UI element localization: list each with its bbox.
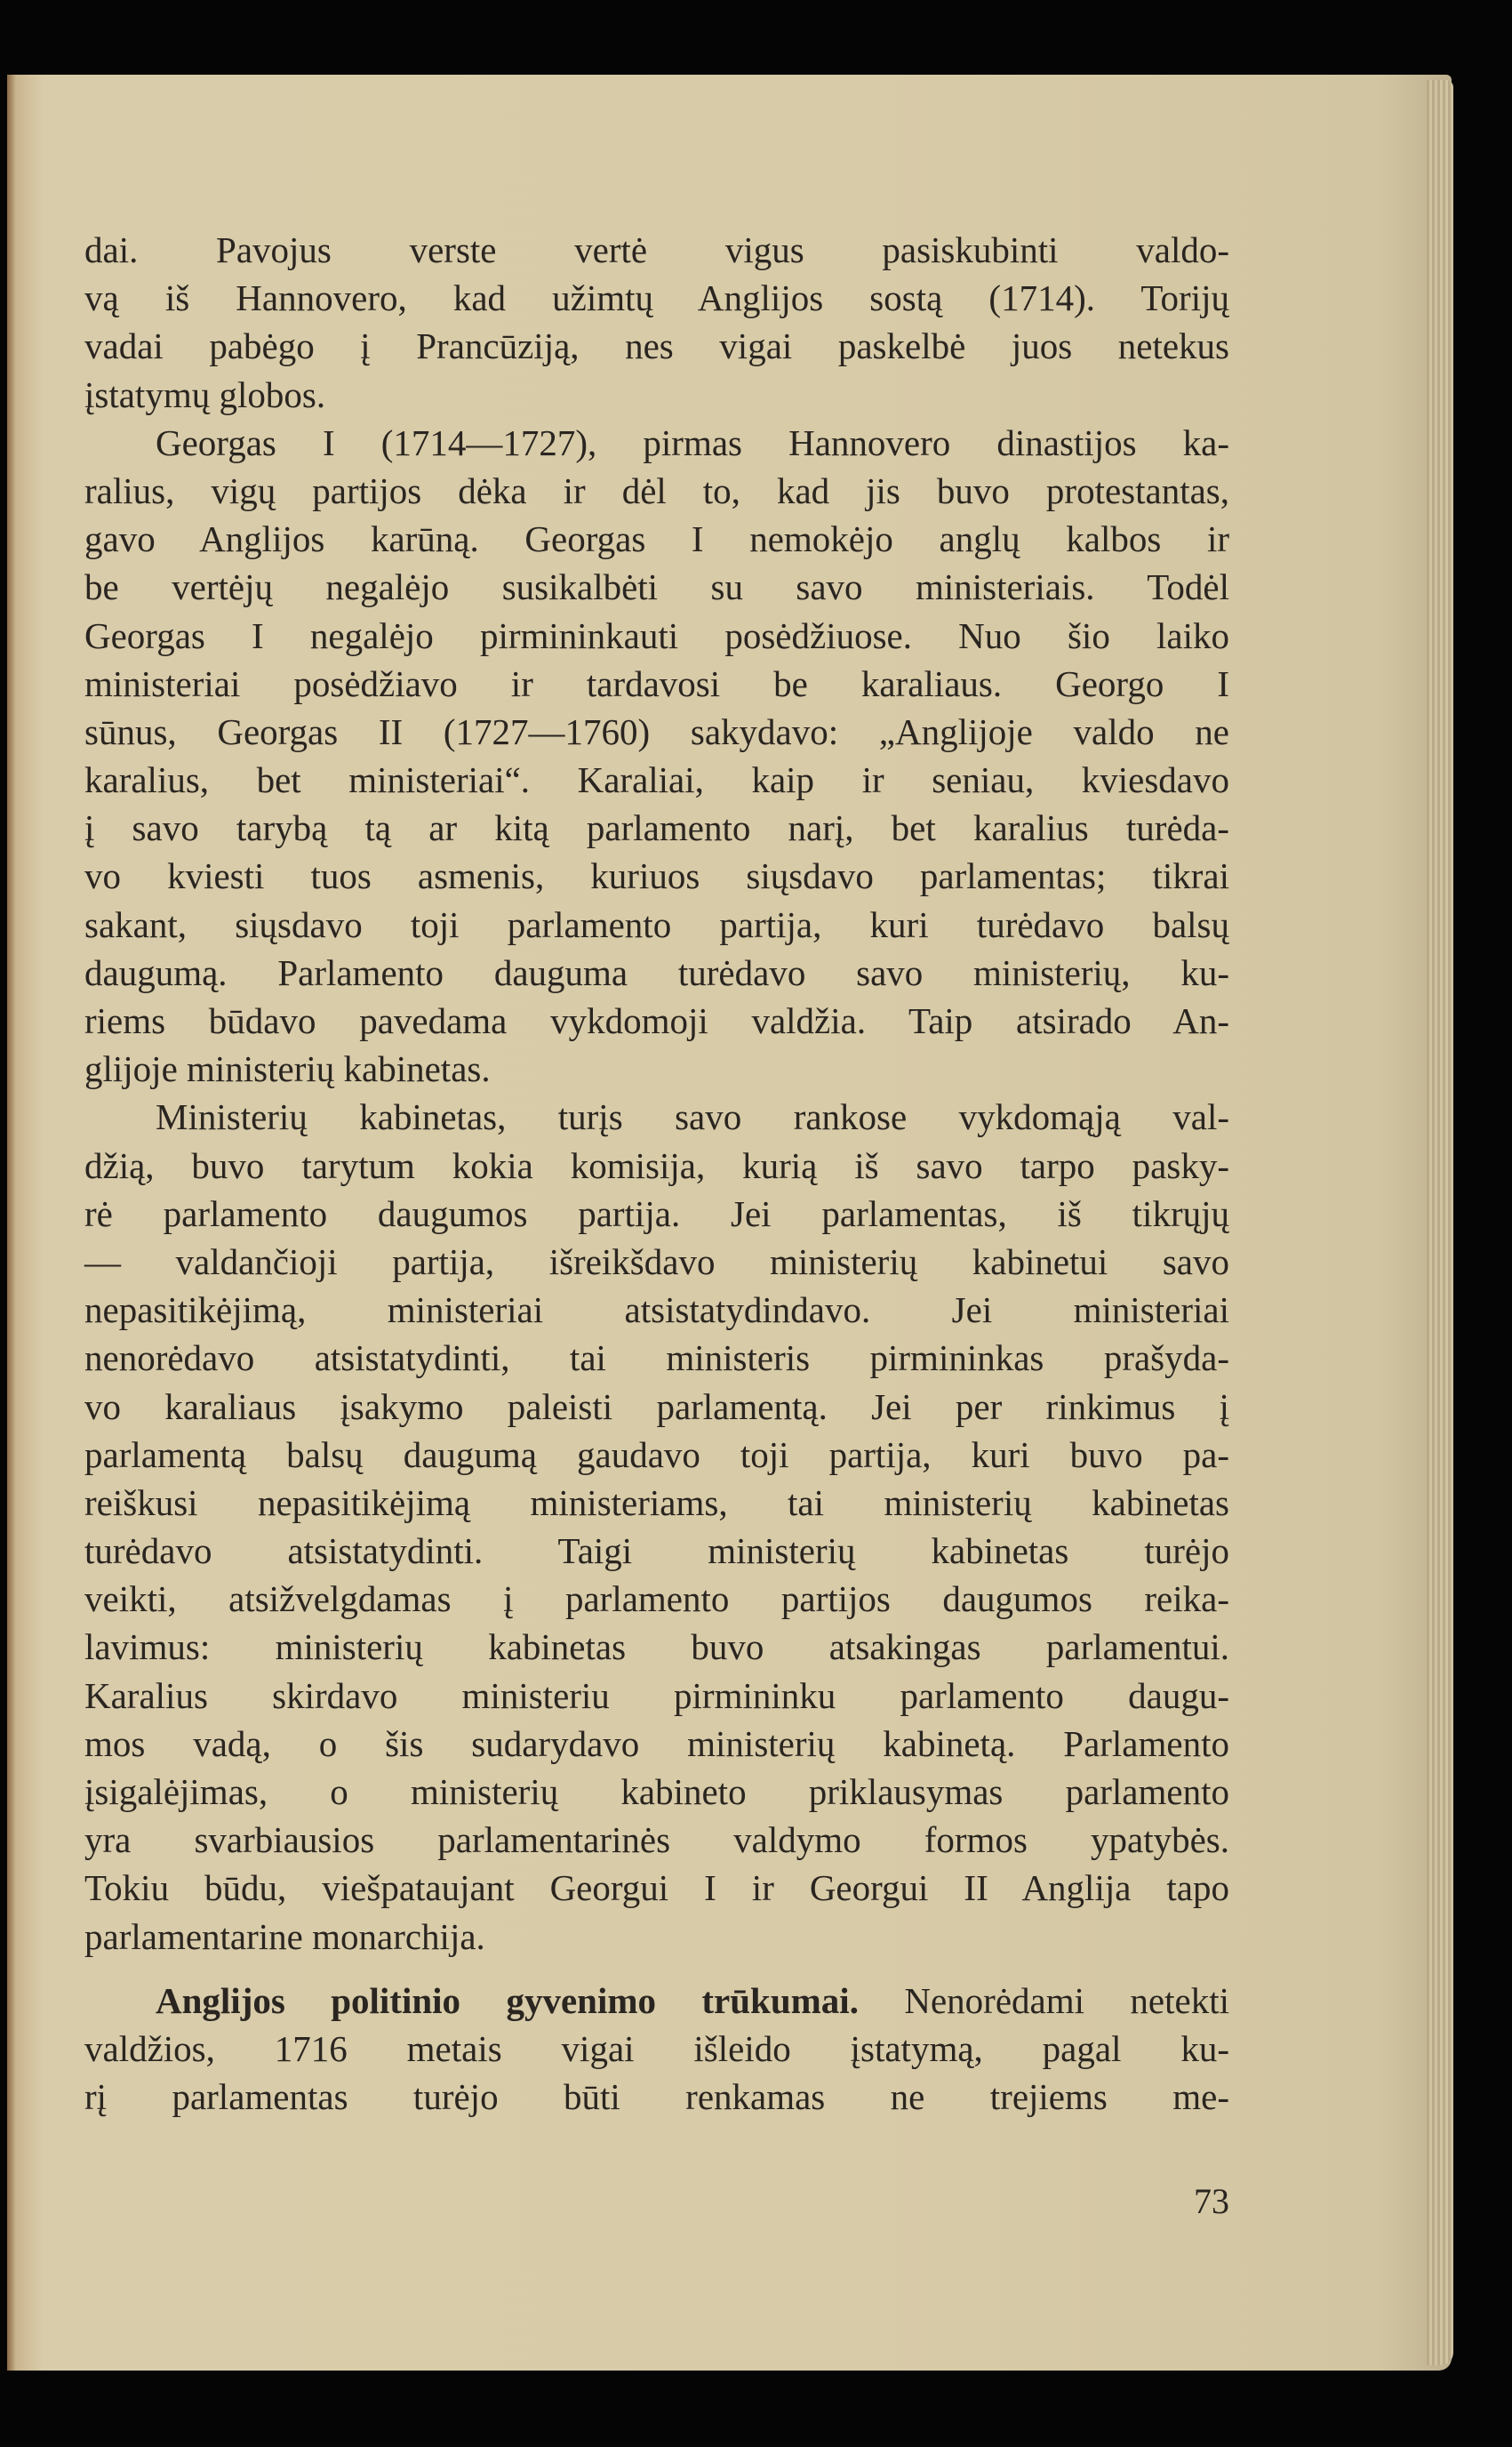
text-line: ministeriai posėdžiavo ir tardavosi be karaliaus. Georgo I <box>84 662 1229 704</box>
text-line: Georgas I (1714—1727), pirmas Hannovero dinastijos ka- <box>156 421 1229 463</box>
text-line: riems būdavo pavedama vykdomoji valdžia. Taip atsirado An- <box>84 1000 1229 1041</box>
text-line: vą iš Hannovero, kad užimtų Anglijos sostą (1714). Torijų <box>84 277 1229 319</box>
paragraph <box>84 226 1229 419</box>
page-number: 73 <box>1194 2181 1229 2221</box>
text-line: Karalius skirdavo ministeriu pirmininku parlamento daugu- <box>84 1674 1229 1716</box>
text-line: nepasitikėjimą, ministeriai atsistatydindavo. Jei ministeriai <box>84 1289 1229 1331</box>
text-line: Georgas I negalėjo pirmininkauti posėdžiuose. Nuo šio laiko <box>84 614 1229 656</box>
text-line: rė parlamento daugumos partija. Jei parlamentas, iš tikrųjų <box>84 1192 1229 1234</box>
text-line: dai. Pavojus verste vertė vigus pasiskubinti valdo- <box>84 229 1229 270</box>
text-line: ralius, vigų partijos dėka ir dėl to, kad jis buvo protestantas, <box>84 469 1229 511</box>
text-line: džią, buvo tarytum kokia komisija, kurią iš savo tarpo pasky- <box>84 1144 1229 1186</box>
text-line: parlamentą balsų daugumą gaudavo toji partija, kuri buvo pa- <box>84 1433 1229 1475</box>
text-line: nenorėdavo atsistatydinti, tai ministeris pirmininkas prašyda- <box>84 1337 1229 1379</box>
text-line: sūnus, Georgas II (1727—1760) sakydavo: „Anglijoje valdo ne <box>84 710 1229 752</box>
text-line: turėdavo atsistatydinti. Taigi ministerių kabinetas turėjo <box>84 1530 1229 1572</box>
text-line: be vertėjų negalėjo susikalbėti su savo ministeriais. Todėl <box>84 566 1229 608</box>
paragraph <box>84 419 1229 1094</box>
text-line: karalius, bet ministeriai“. Karaliai, kaip ir seniau, kviesdavo <box>84 759 1229 801</box>
text-line: reiškusi nepasitikėjimą ministeriams, tai ministerių kabinetas <box>84 1481 1229 1523</box>
text-line: vo kviesti tuos asmenis, kuriuos siųsdavo parlamentas; tikrai <box>84 855 1229 897</box>
text-line: sakant, siųsdavo toji parlamento partija, kuri turėdavo balsų <box>84 903 1229 945</box>
text-line <box>84 1977 1229 2025</box>
text-line: rį parlamentas turėjo būti renkamas ne trejiems me- <box>84 2076 1229 2118</box>
text-line: Tokiu būdu, viešpataujant Georgui I ir Georgui II Anglija tapo <box>84 1867 1229 1909</box>
text-line: į savo tarybą tą ar kitą parlamento narį, bet karalius turėda- <box>84 807 1229 849</box>
text-line: įsigalėjimas, o ministerių kabineto priklausymas parlamento <box>84 1771 1229 1812</box>
text-line: yra svarbiausios parlamentarinės valdymo formos ypatybės. <box>84 1819 1229 1861</box>
section-heading: Anglijos politinio gyvenimo trūkumai. <box>156 1979 859 2021</box>
page-text <box>84 226 1229 2121</box>
text-line: — valdančioji partija, išreikšdavo ministerių kabinetui savo <box>84 1240 1229 1282</box>
text-line: vadai pabėgo į Prancūziją, nes vigai paskelbė juos netekus <box>84 325 1229 367</box>
text-line: parlamentarine monarchija. <box>84 1915 485 1957</box>
text-line: valdžios, 1716 metais vigai išleido įstatymą, pagal ku- <box>84 2027 1229 2069</box>
text-line: veikti, atsižvelgdamas į parlamento partijos daugumos reika- <box>84 1578 1229 1620</box>
text-line: glijoje ministerių kabinetas. <box>84 1048 491 1090</box>
text-line: gavo Anglijos karūną. Georgas I nemokėjo anglų kalbos ir <box>84 518 1229 560</box>
section-paragraph <box>84 1977 1229 2122</box>
text-line: įstatymų globos. <box>84 373 326 415</box>
text-fragment: Nenorėdami netekti <box>904 1979 1229 2021</box>
text-line: mos vadą, o šis sudarydavo ministerių kabinetą. Parlamento <box>84 1722 1229 1764</box>
text-line: daugumą. Parlamento dauguma turėdavo savo ministerių, ku- <box>84 951 1229 993</box>
text-line: Ministerių kabinetas, turįs savo rankose vykdomąją val- <box>156 1096 1229 1138</box>
text-line: lavimus: ministerių kabinetas buvo atsakingas parlamentui. <box>84 1626 1229 1668</box>
page-stack-edge <box>1427 80 1453 2365</box>
text-line: vo karaliaus įsakymo paleisti parlamentą. Jei per rinkimus į <box>84 1385 1229 1427</box>
paragraph <box>84 1093 1229 1960</box>
